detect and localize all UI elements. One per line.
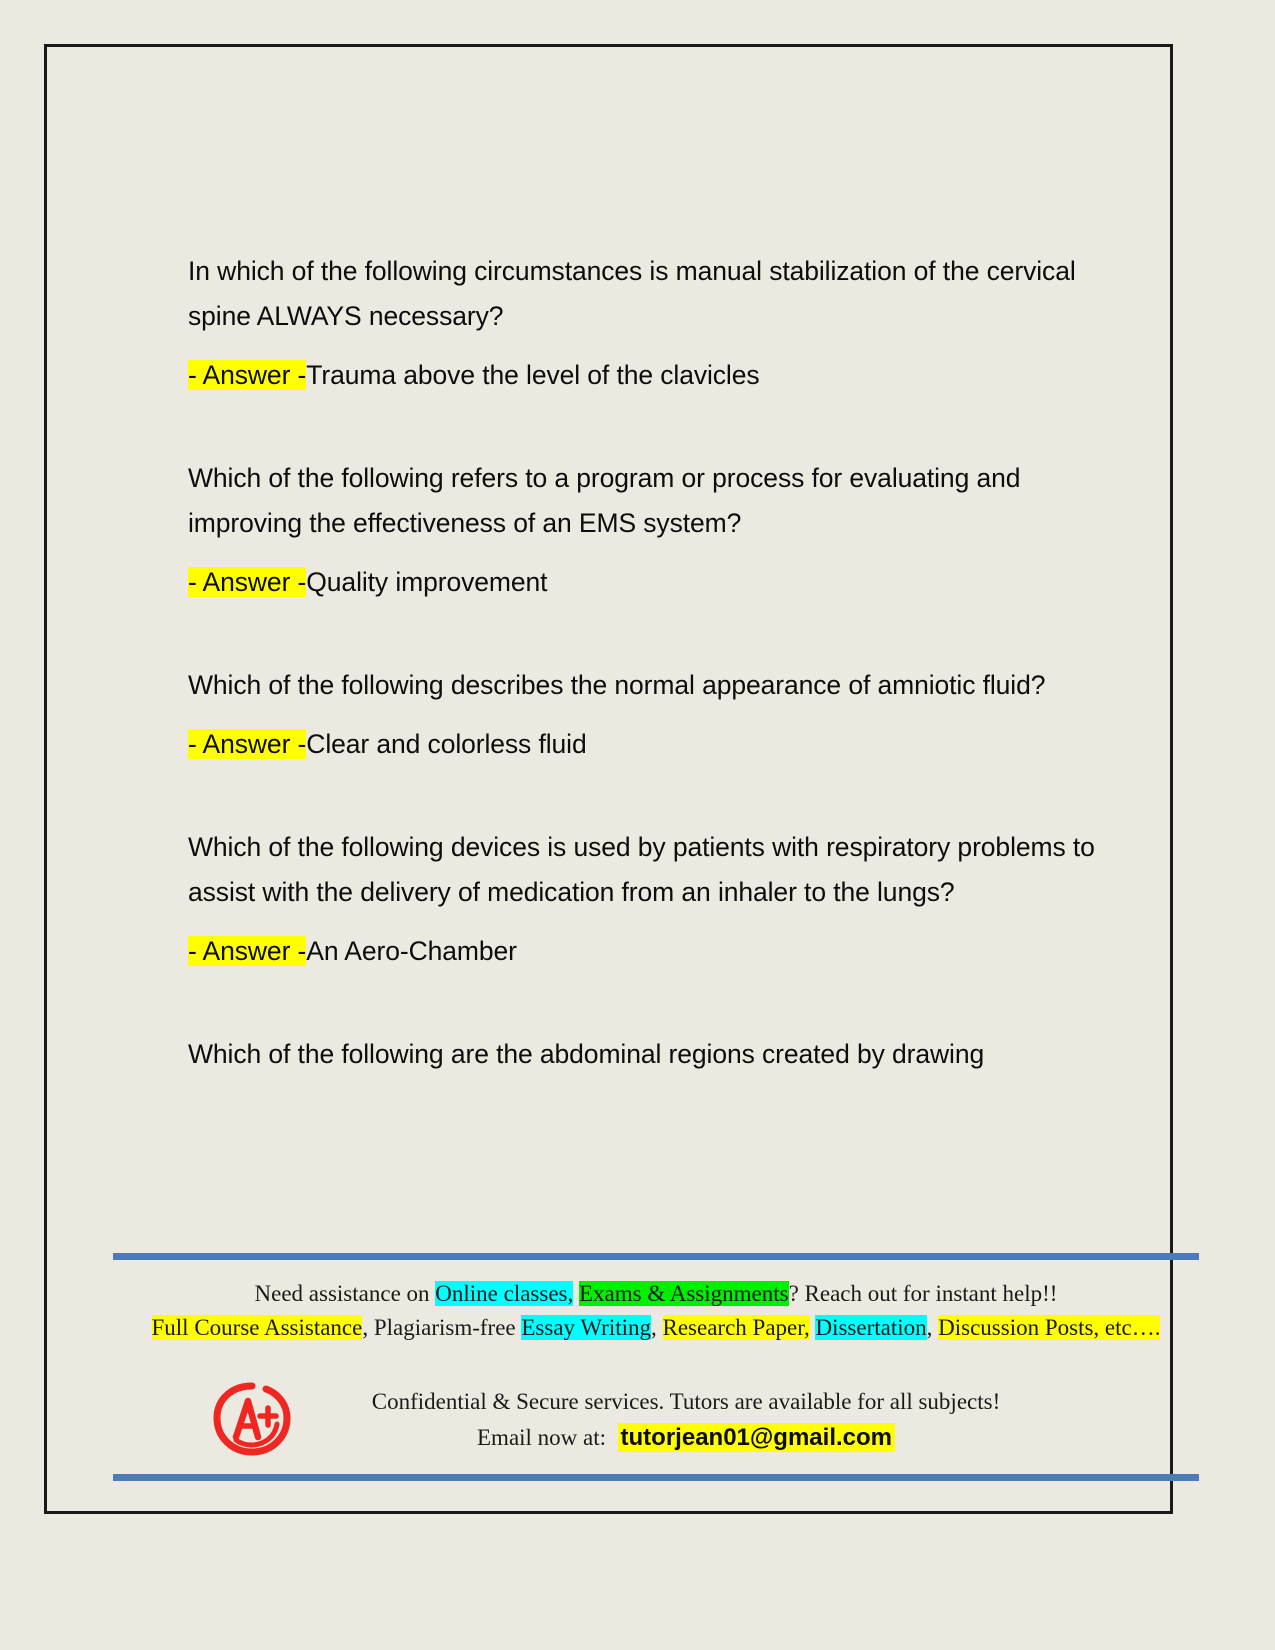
question-block xyxy=(188,456,1123,605)
answer-text: Quality improvement xyxy=(306,567,548,597)
answer-label: - Answer - xyxy=(188,360,307,390)
footer-highlight-online-classes: Online classes, xyxy=(435,1281,574,1306)
email-address[interactable]: tutorjean01@gmail.com xyxy=(618,1423,895,1452)
question-block xyxy=(188,249,1123,398)
footer xyxy=(113,1253,1199,1481)
footer-promo-line-2 xyxy=(113,1311,1199,1344)
question-text: In which of the following circumstances is manual stabilization of the cervical spine ALWAYS necessary? xyxy=(188,256,1076,331)
email-label: Email now at: xyxy=(477,1425,607,1450)
answer-label: - Answer - xyxy=(188,567,307,597)
question-text: Which of the following refers to a program or process for evaluating and improving the effectiveness of an EMS system? xyxy=(188,463,1021,538)
answer-line xyxy=(188,722,1123,767)
answer-text: Clear and colorless fluid xyxy=(306,729,587,759)
footer-highlight-essay-writing: Essay Writing xyxy=(521,1315,651,1340)
question-block xyxy=(188,663,1123,767)
question-text: Which of the following devices is used by patients with respiratory problems to assist with the delivery of medication from an inhaler to the lungs? xyxy=(188,832,1095,907)
answer-text: Trauma above the level of the clavicles xyxy=(306,360,760,390)
footer-text-plain: ? Reach out for instant help!! xyxy=(788,1281,1058,1306)
answer-label: - Answer - xyxy=(188,936,307,966)
footer-confidential-text: Confidential & Secure services. Tutors are available for all subjects! xyxy=(371,1389,1001,1414)
footer-text-plain: , Plagiarism-free xyxy=(362,1315,522,1340)
question-text: Which of the following describes the normal appearance of amniotic fluid? xyxy=(188,670,1046,700)
footer-lower-section xyxy=(113,1362,1199,1458)
footer-highlight-full-course-assistance: Full Course Assistance xyxy=(151,1315,363,1340)
answer-line xyxy=(188,929,1123,974)
footer-text-plain: , xyxy=(926,1315,939,1340)
answer-line xyxy=(188,353,1123,398)
footer-highlight-discussion-posts: Discussion Posts, etc…. xyxy=(938,1315,1161,1340)
footer-rule-top xyxy=(113,1253,1199,1260)
footer-email-line xyxy=(173,1420,1199,1456)
answer-label: - Answer - xyxy=(188,729,307,759)
footer-text-plain: Need assistance on xyxy=(254,1281,436,1306)
footer-promo-line-1 xyxy=(113,1277,1199,1310)
footer-highlight-dissertation: Dissertation xyxy=(815,1315,927,1340)
page-frame xyxy=(44,44,1173,1514)
document-body xyxy=(188,249,1123,1091)
footer-highlight-exams-assignments: Exams & Assignments xyxy=(579,1281,789,1306)
a-plus-logo-icon xyxy=(211,1380,293,1458)
question-text: Which of the following are the abdominal regions created by drawing xyxy=(188,1039,985,1069)
answer-text: An Aero-Chamber xyxy=(306,936,517,966)
footer-text-plain: , xyxy=(651,1315,663,1340)
answer-line xyxy=(188,560,1123,605)
question-block xyxy=(188,825,1123,974)
footer-highlight-research-paper: Research Paper, xyxy=(662,1315,810,1340)
question-block-truncated xyxy=(188,1032,1123,1077)
footer-rule-bottom xyxy=(113,1474,1199,1481)
